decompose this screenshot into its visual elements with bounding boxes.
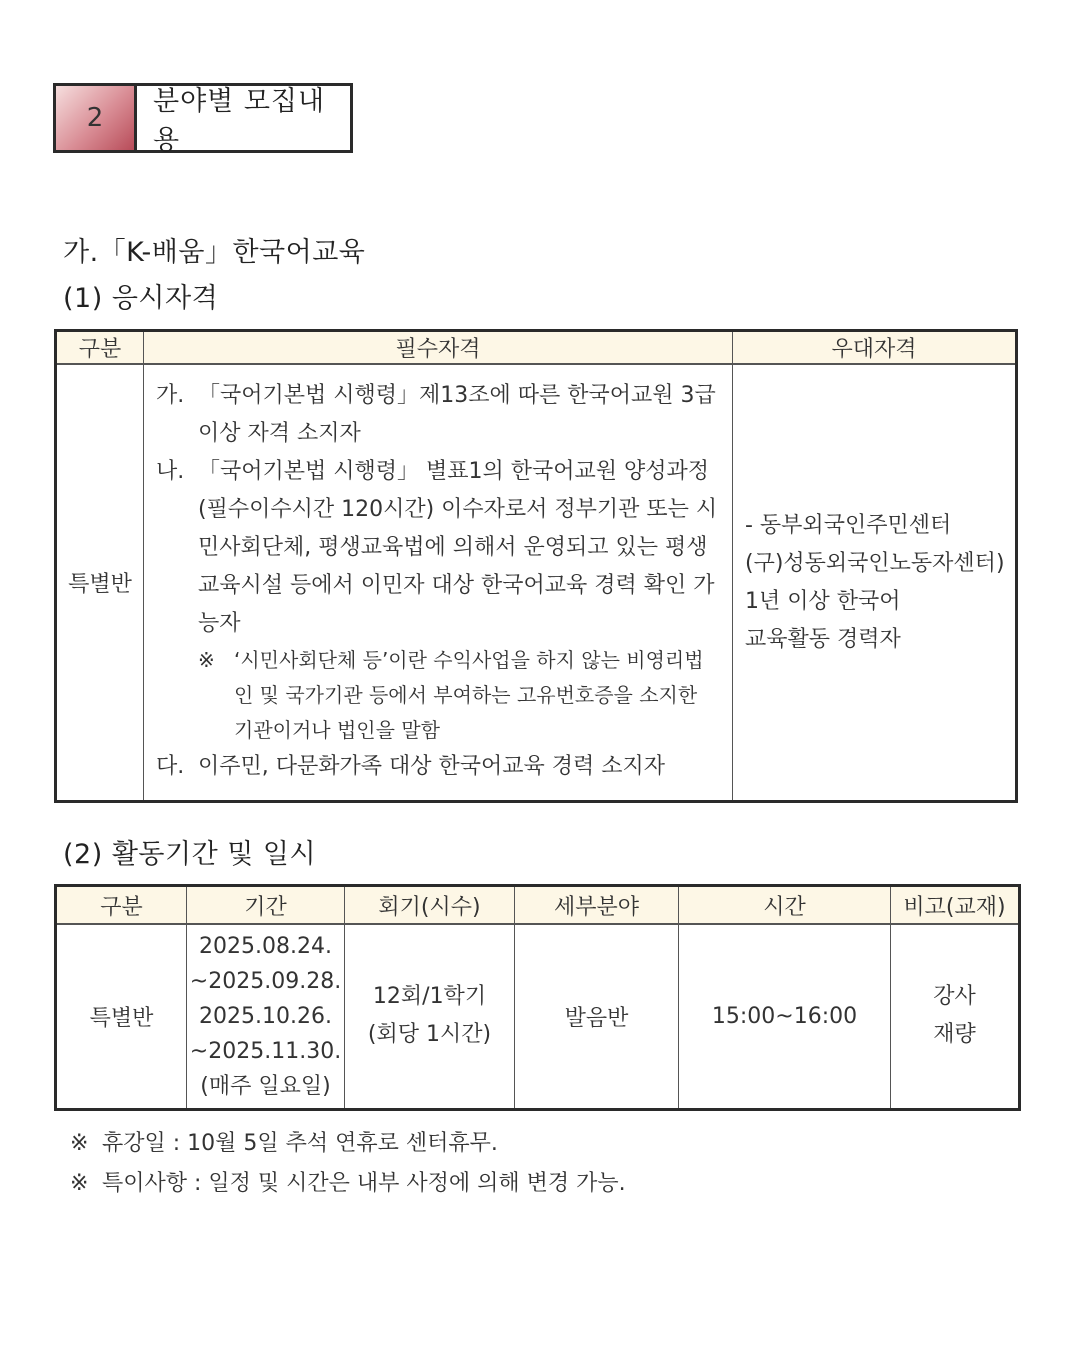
- schedule-table: [54, 884, 1021, 1111]
- sessions-line: 12회/1학기: [372, 984, 487, 1010]
- sessions-line: (회당 1시간): [367, 1022, 492, 1048]
- required-cell: [144, 364, 733, 802]
- time-cell: 15:00~16:00: [679, 924, 891, 1109]
- footnote-text: 휴강일 : 10월 5일 추석 연휴로 센터휴무.: [102, 1131, 498, 1156]
- item-mark: 나.: [156, 459, 185, 484]
- header-field: 세부분야: [515, 886, 679, 925]
- sessions-cell: [345, 924, 515, 1109]
- footnotes: [70, 1124, 626, 1204]
- section-header: [53, 83, 353, 156]
- item-mark: 다.: [156, 754, 185, 779]
- remarks-cell: [891, 924, 1020, 1109]
- preferred-line: 교육활동 경력자: [745, 626, 901, 652]
- preferred-line: - 동부외국인주민센터: [745, 512, 952, 538]
- schedule-heading: (2) 활동기간 및 일시: [63, 839, 317, 870]
- preferred-line: 1년 이상 한국어: [745, 588, 901, 614]
- footnote-text: 특이사항 : 일정 및 시간은 내부 사정에 의해 변경 가능.: [102, 1171, 626, 1196]
- qualifications-table: [54, 329, 1018, 803]
- header-time: 시간: [679, 886, 891, 925]
- header-category: 구분: [56, 331, 144, 365]
- header-category: 구분: [56, 886, 187, 925]
- item-mark: 가.: [156, 383, 185, 408]
- required-item: [156, 377, 722, 453]
- period-line: 2025.08.24.: [199, 933, 332, 959]
- preferred-line: (구)성동외국인노동자센터): [745, 550, 1005, 576]
- item-text: 이주민, 다문화가족 대상 한국어교육 경력 소지자: [198, 754, 666, 779]
- footnote: [70, 1164, 626, 1204]
- required-item: [156, 748, 722, 786]
- qualifications-row: [56, 364, 1017, 802]
- qualifications-header-row: [56, 331, 1017, 365]
- qualifications-heading: (1) 응시자격: [63, 283, 219, 314]
- footnote-mark: ※: [70, 1131, 89, 1156]
- period-line: (매주 일요일): [200, 1073, 331, 1099]
- schedule-header-row: [56, 886, 1020, 925]
- required-note: [156, 643, 722, 748]
- header-preferred: 우대자격: [733, 331, 1017, 365]
- subsection-title: 가.「K-배움」한국어교육: [63, 237, 366, 268]
- item-text: 「국어기본법 시행령」 별표1의 한국어교원 양성과정 (필수이수시간 120시간) 이수자로서 정부기관 또는 시민사회단체, 평생교육법에 의해서 운영되고 있는 평생교육시설 등에서 이민자 대상 한국어교육 경력 확인 가능자: [198, 459, 718, 636]
- header-sessions: 회기(시수): [345, 886, 515, 925]
- note-mark: ※: [198, 648, 215, 672]
- note-text: ‘시민사회단체 등’이란 수익사업을 하지 않는 비영리법인 및 국가기관 등에서 부여하는 고유번호증을 소지한 기관이거나 법인을 말함: [234, 648, 704, 742]
- field-cell: 발음반: [515, 924, 679, 1109]
- item-text: 「국어기본법 시행령」제13조에 따른 한국어교원 3급 이상 자격 소지자: [198, 383, 716, 446]
- schedule-row: [56, 924, 1020, 1109]
- period-line: ~2025.11.30.: [189, 1038, 342, 1064]
- category-cell: 특별반: [56, 924, 187, 1109]
- period-line: ~2025.09.28.: [189, 968, 342, 994]
- remarks-line: 강사: [933, 984, 976, 1010]
- preferred-cell: [733, 364, 1017, 802]
- category-cell: 특별반: [56, 364, 144, 802]
- footnote-mark: ※: [70, 1171, 89, 1196]
- period-line: 2025.10.26.: [199, 1003, 332, 1029]
- remarks-line: 재량: [933, 1022, 976, 1048]
- header-required: 필수자격: [144, 331, 733, 365]
- section-number: 2: [56, 86, 137, 150]
- required-item: [156, 453, 722, 643]
- header-remarks: 비고(교재): [891, 886, 1020, 925]
- period-cell: [187, 924, 345, 1109]
- header-period: 기간: [187, 886, 345, 925]
- section-title: 분야별 모집내용: [153, 86, 326, 156]
- footnote: [70, 1124, 626, 1164]
